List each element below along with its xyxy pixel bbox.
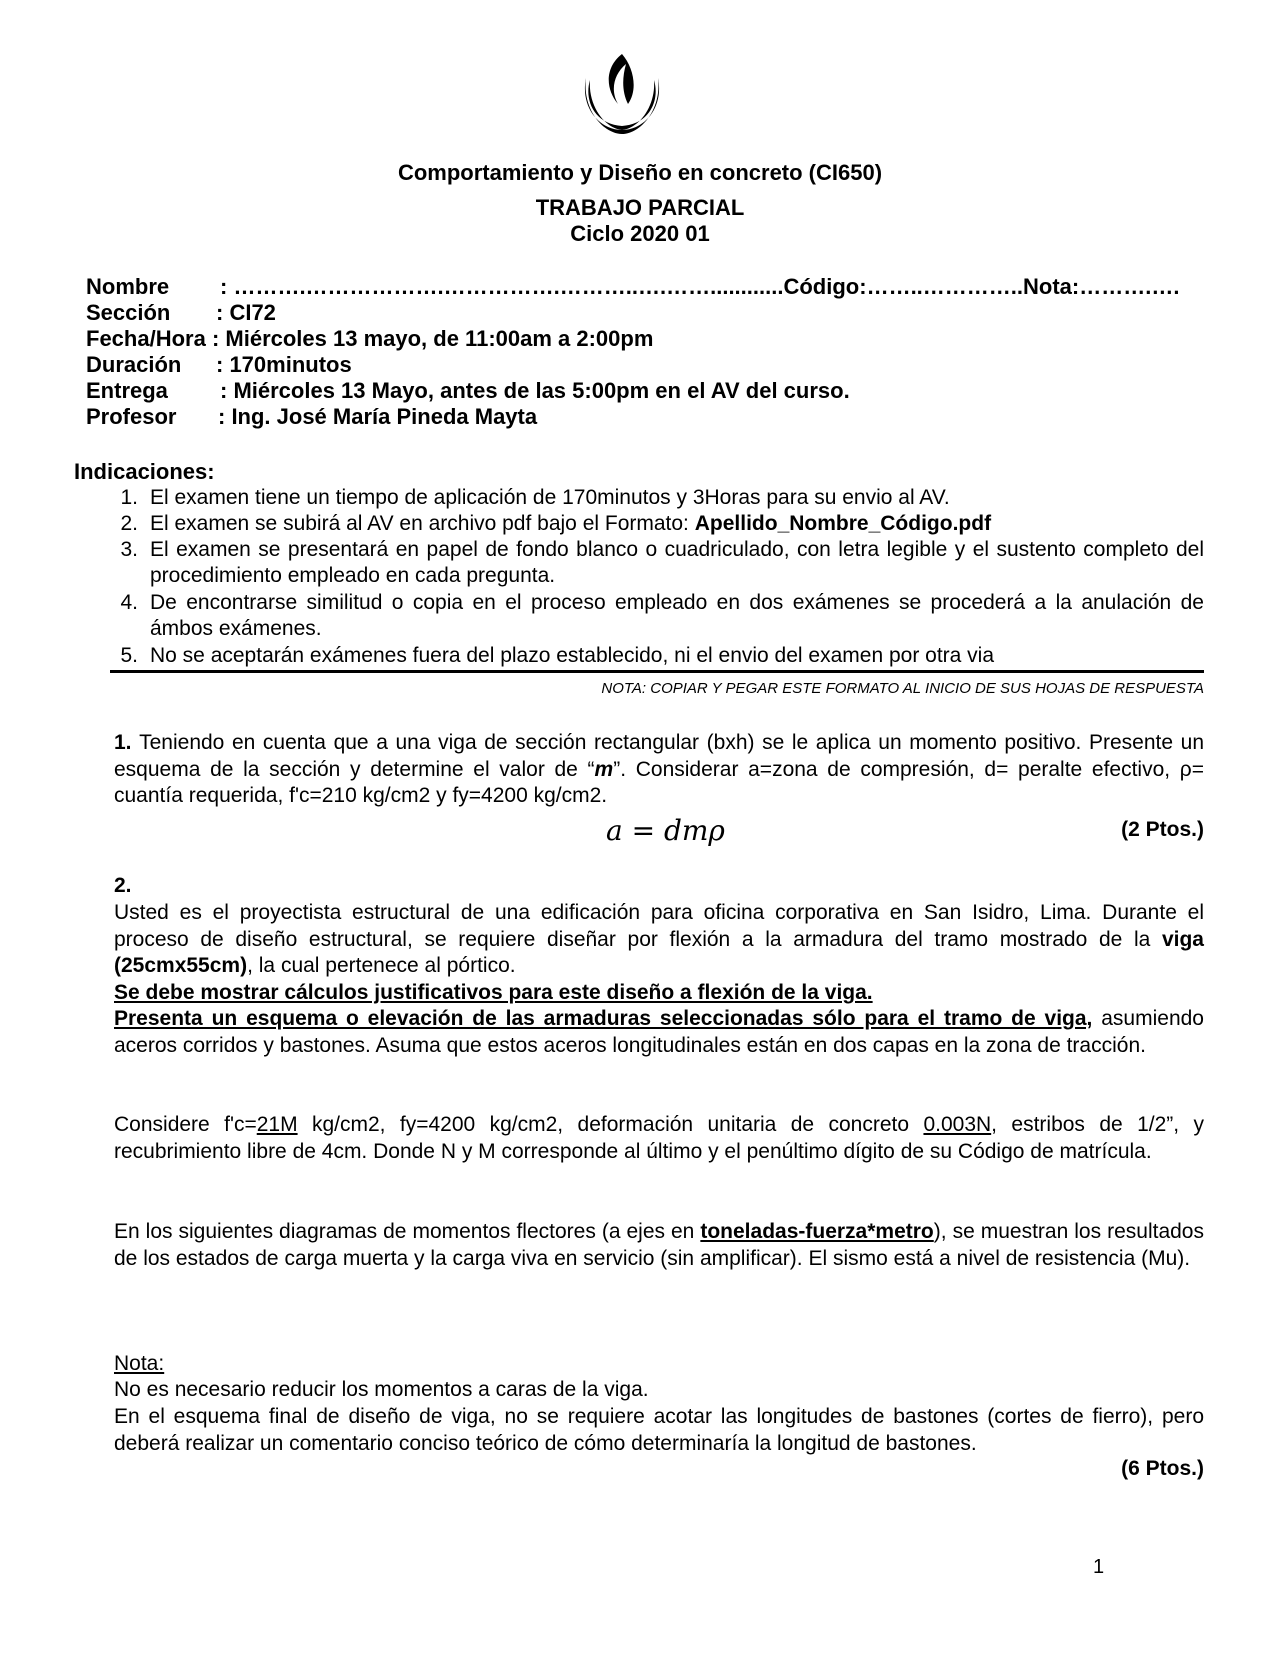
indication-number: 3. xyxy=(120,538,138,561)
question-1-points: (2 Ptos.) xyxy=(1121,818,1204,841)
moment-diagrams-text: En los siguientes diagramas de momentos flectores (a ejes en toneladas-fuerza*metro), se muestran los resultados de los estados de carga muerta y la carga viva en servicio (sin amplificar). El sismo está a nivel de resistencia (Mu). xyxy=(114,1220,1204,1270)
indication-number: 1. xyxy=(120,486,138,509)
nota-line-2: En el esquema final de diseño de viga, no se requiere acotar las longitudes de bastones (cortes de fierro), pero deberá realizar un comentario conciso teórico de cómo determinaría la longitud de bastones. xyxy=(114,1405,1204,1455)
indication-number: 2. xyxy=(120,512,138,535)
profesor-label: Profesor xyxy=(86,404,177,429)
course-title: Comportamiento y Diseño en concreto (CI650) xyxy=(397,160,883,185)
page-number: 1 xyxy=(1093,1556,1105,1578)
duracion-row xyxy=(86,352,352,378)
indication-number: 4. xyxy=(120,591,138,614)
indication-text: El examen se subirá al AV en archivo pdf bajo el Formato: Apellido_Nombre_Código.pdf xyxy=(150,512,992,535)
nota-label: Nota: xyxy=(114,1352,165,1375)
file-format: Apellido_Nombre_Código.pdf xyxy=(694,512,992,535)
nombre-value: : ……….……………….…………….………..….……............ xyxy=(220,274,784,299)
entrega-value: : Miércoles 13 Mayo, antes de las 5:00pm en el AV del curso. xyxy=(220,378,850,403)
duracion-label: Duración xyxy=(86,352,182,377)
duracion-value: : 170minutos xyxy=(216,352,352,377)
question-2-points: (6 Ptos.) xyxy=(1121,1457,1204,1480)
indication-text: No se aceptarán exámenes fuera del plazo establecido, ni el envio del examen por otra via xyxy=(150,644,995,667)
seccion-row xyxy=(86,300,276,326)
nota-line-1: No es necesario reducir los momentos a caras de la viga. xyxy=(114,1378,649,1401)
entrega-label: Entrega xyxy=(86,378,168,403)
seccion-label: Sección xyxy=(86,300,171,325)
seccion-value: : CI72 xyxy=(216,300,276,325)
formula: a = dmρ xyxy=(606,814,725,847)
exam-title: TRABAJO PARCIAL xyxy=(535,195,745,220)
variable-m: m xyxy=(594,757,614,781)
indication-text: El examen tiene un tiempo de aplicación de 170minutos y 3Horas para su envio al AV. xyxy=(150,486,950,509)
beam-size: viga (25cmx55cm) xyxy=(114,927,1204,977)
scheme-requirement: Presenta un esquema o elevación de las armaduras seleccionadas sólo para el tramo de viga, asumiendo aceros corridos y bastones. Asuma que estos aceros longitudinales están en dos capas en la zona de tracción. xyxy=(114,1007,1204,1057)
indication-number: 5. xyxy=(120,644,138,667)
nota-label: Nota: xyxy=(1023,274,1080,299)
codigo-value: ……..………….. xyxy=(866,274,1024,299)
question-1: 1. Teniendo en cuenta que a una viga de sección rectangular (bxh) se le aplica un momento positivo. Presente un esquema de la sección y determine el valor de “m”. Considerar a=zona de compresión, d= peralte efectivo, ρ= cuantía requerida, f'c=210 kg/cm2 y fy=4200 kg/cm2. xyxy=(114,731,1204,807)
indication-text: De encontrarse similitud o copia en el proceso empleado en dos exámenes se procederá a la anulación de ámbos exámenes. xyxy=(150,591,1204,640)
divider xyxy=(110,670,1204,673)
exam-cycle: Ciclo 2020 01 xyxy=(570,221,710,246)
university-logo-icon xyxy=(582,50,662,134)
format-note: NOTA: COPIAR Y PEGAR ESTE FORMATO AL INICIO DE SUS HOJAS DE RESPUESTA xyxy=(601,680,1204,697)
fecha-value: : Miércoles 13 mayo, de 11:00am a 2:00pm xyxy=(211,326,654,351)
fecha-label: Fecha/Hora xyxy=(86,326,206,351)
question-2-intro: Usted es el proyectista estructural de una edificación para oficina corporativa en San Isidro, Lima. Durante el proceso de diseño estructural, se requiere diseñar por flexión a la armadura del tramo mostrado de la viga (25cmx55cm), la cual pertenece al pórtico. xyxy=(114,901,1204,977)
entrega-row xyxy=(86,378,850,404)
nombre-row xyxy=(86,274,1179,300)
profesor-row xyxy=(86,404,537,430)
profesor-value: : Ing. José María Pineda Mayta xyxy=(218,404,538,429)
codigo-label: Código: xyxy=(783,274,867,299)
calc-requirement: Se debe mostrar cálculos justificativos para este diseño a flexión de la viga. xyxy=(114,981,873,1004)
design-parameters: Considere f'c=21M kg/cm2, fy=4200 kg/cm2, deformación unitaria de concreto 0.003N, estribos de 1/2”, y recubrimiento libre de 4cm. Donde N y M corresponde al último y el penúltimo dígito de su Código de matrícula. xyxy=(114,1113,1204,1163)
indication-text: El examen se presentará en papel de fondo blanco o cuadriculado, con letra legible y el sustento completo del procedimiento empleado en cada pregunta. xyxy=(150,538,1204,587)
question-number: 1. xyxy=(114,731,132,754)
nota-value: ……….…. xyxy=(1079,274,1180,299)
nombre-label: Nombre xyxy=(86,274,170,299)
indications-title: Indicaciones: xyxy=(74,459,215,484)
fecha-row xyxy=(86,326,653,352)
question-2-number: 2. xyxy=(114,874,132,897)
